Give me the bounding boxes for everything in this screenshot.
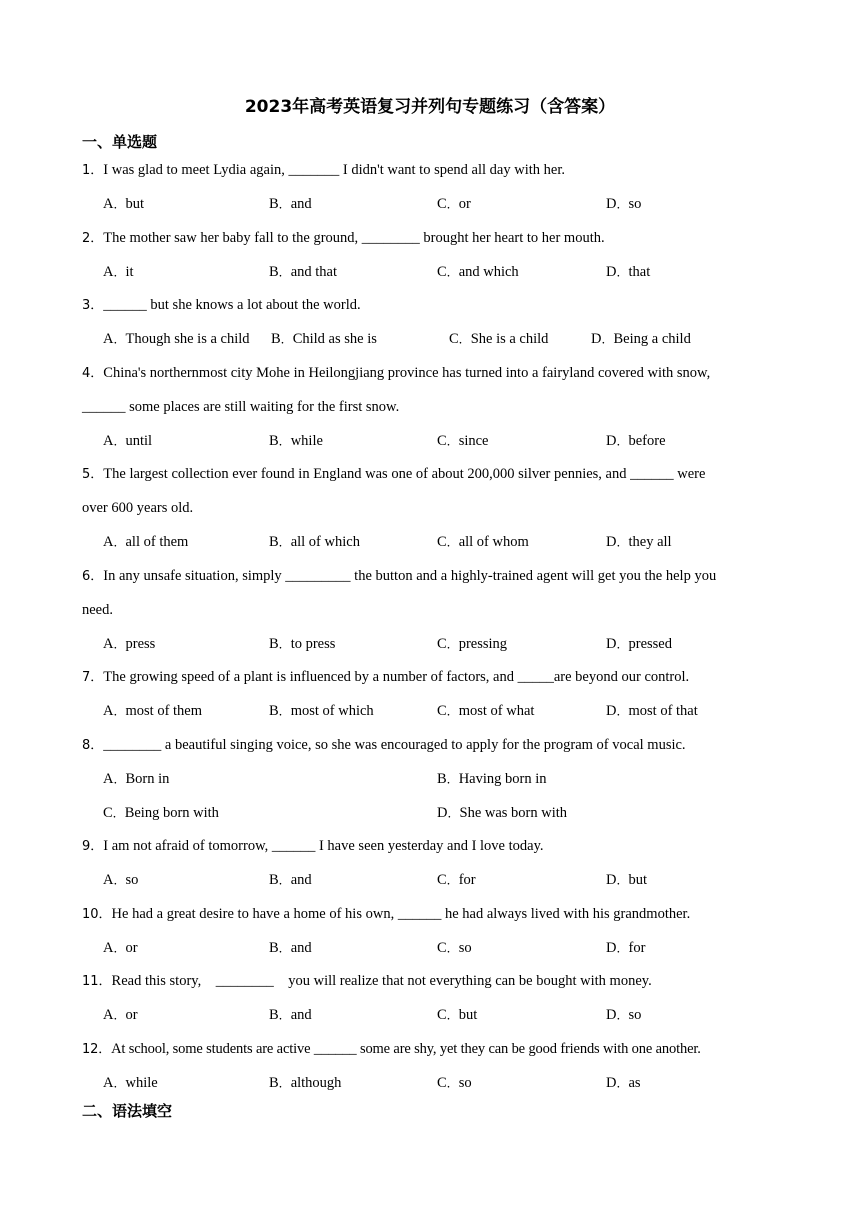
options-q10 bbox=[103, 931, 793, 965]
section-heading-grammar-fill: 二、语法填空 bbox=[82, 1102, 173, 1120]
option-c[interactable]: C．and which bbox=[437, 264, 519, 280]
options-q5 bbox=[103, 525, 793, 559]
option-b[interactable]: B．and bbox=[269, 1007, 312, 1023]
option-b[interactable]: B．and that bbox=[269, 264, 337, 280]
option-c[interactable]: C．pressing bbox=[437, 636, 508, 652]
option-a[interactable]: A．while bbox=[103, 1075, 158, 1091]
option-c[interactable]: C．for bbox=[437, 872, 476, 888]
option-d[interactable]: D．they all bbox=[606, 534, 672, 550]
option-c[interactable]: C．or bbox=[437, 196, 471, 212]
option-c[interactable]: C．so bbox=[437, 940, 472, 956]
option-c[interactable]: C．since bbox=[437, 433, 489, 449]
question-8: 8．________ a beautiful singing voice, so she was encouraged to apply for the program of vocal music. bbox=[82, 737, 686, 753]
options-q2 bbox=[103, 255, 793, 289]
options-q12 bbox=[103, 1066, 793, 1100]
question-5-continued: over 600 years old. bbox=[82, 500, 194, 516]
option-d[interactable]: D．pressed bbox=[606, 636, 672, 652]
option-d[interactable]: D．She was born with bbox=[437, 805, 568, 821]
option-d[interactable]: D．so bbox=[606, 1007, 642, 1023]
option-d[interactable]: D．so bbox=[606, 196, 642, 212]
option-a[interactable]: A．or bbox=[103, 1007, 138, 1023]
option-a[interactable]: A．until bbox=[103, 433, 153, 449]
option-c[interactable]: C．all of whom bbox=[437, 534, 529, 550]
option-a[interactable]: A．but bbox=[103, 196, 145, 212]
option-c[interactable]: C．but bbox=[437, 1007, 478, 1023]
options-q9 bbox=[103, 863, 793, 897]
option-d[interactable]: D．most of that bbox=[606, 703, 698, 719]
option-b[interactable]: B．to press bbox=[269, 636, 336, 652]
option-c[interactable]: C．Being born with bbox=[103, 805, 219, 821]
option-b[interactable]: B．and bbox=[269, 940, 312, 956]
options-q6 bbox=[103, 627, 793, 661]
option-d[interactable]: D．that bbox=[606, 264, 651, 280]
section-heading-multiple-choice: 一、单选题 bbox=[82, 133, 158, 151]
question-2: 2．The mother saw her baby fall to the ground, ________ brought her heart to her mouth. bbox=[82, 230, 605, 246]
question-12: 12．At school, some students are active ______ some are shy, yet they can be good friends with one another. bbox=[82, 1041, 701, 1057]
question-7: 7．The growing speed of a plant is influenced by a number of factors, and _____are beyond our control. bbox=[82, 669, 690, 685]
option-a[interactable]: A．press bbox=[103, 636, 156, 652]
page-title: 2023年高考英语复习并列句专题练习（含答案） bbox=[244, 97, 616, 117]
option-a[interactable]: A．Born in bbox=[103, 771, 170, 787]
question-3: 3．______ but she knows a lot about the world. bbox=[82, 297, 361, 313]
option-b[interactable]: B．all of which bbox=[269, 534, 360, 550]
question-4: 4．China's northernmost city Mohe in Heilongjiang province has turned into a fairyland covered with snow, bbox=[82, 365, 711, 381]
option-b[interactable]: B．Having born in bbox=[437, 771, 547, 787]
option-c[interactable]: C．most of what bbox=[437, 703, 535, 719]
option-d[interactable]: D．but bbox=[606, 872, 648, 888]
option-b[interactable]: B．and bbox=[269, 196, 312, 212]
options-q1 bbox=[103, 187, 793, 221]
option-b[interactable]: B．although bbox=[269, 1075, 342, 1091]
question-1: 1．I was glad to meet Lydia again, _______ I didn't want to spend all day with her. bbox=[82, 162, 565, 178]
option-d[interactable]: D．before bbox=[606, 433, 666, 449]
option-b[interactable]: B．while bbox=[269, 433, 323, 449]
options-q8-row1 bbox=[103, 762, 793, 796]
options-q8-row2 bbox=[103, 796, 793, 830]
question-4-continued: ______ some places are still waiting for the first snow. bbox=[82, 399, 400, 415]
options-q4 bbox=[103, 424, 793, 458]
option-b[interactable]: B．Child as she is bbox=[271, 331, 377, 347]
option-d[interactable]: D．for bbox=[606, 940, 646, 956]
option-d[interactable]: D．as bbox=[606, 1075, 641, 1091]
question-11: 11．Read this story, ________ you will realize that not everything can be bought with money. bbox=[82, 973, 652, 989]
options-q7 bbox=[103, 694, 793, 728]
option-b[interactable]: B．most of which bbox=[269, 703, 374, 719]
option-a[interactable]: A．all of them bbox=[103, 534, 189, 550]
option-a[interactable]: A．most of them bbox=[103, 703, 203, 719]
options-q11 bbox=[103, 998, 793, 1032]
option-a[interactable]: A．Though she is a child bbox=[103, 331, 250, 347]
option-c[interactable]: C．She is a child bbox=[449, 331, 549, 347]
question-6-continued: need. bbox=[82, 602, 113, 618]
option-d[interactable]: D．Being a child bbox=[591, 331, 691, 347]
options-q3 bbox=[103, 322, 793, 356]
option-a[interactable]: A．or bbox=[103, 940, 138, 956]
option-c[interactable]: C．so bbox=[437, 1075, 472, 1091]
question-9: 9．I am not afraid of tomorrow, ______ I have seen yesterday and I love today. bbox=[82, 838, 544, 854]
option-a[interactable]: A．it bbox=[103, 264, 134, 280]
question-5: 5．The largest collection ever found in England was one of about 200,000 silver pennies, and ______ were bbox=[82, 466, 706, 482]
question-6: 6．In any unsafe situation, simply _________ the button and a highly-trained agent will get you the help you bbox=[82, 568, 717, 584]
question-10: 10．He had a great desire to have a home of his own, ______ he had always lived with his grandmother. bbox=[82, 906, 691, 922]
option-b[interactable]: B．and bbox=[269, 872, 312, 888]
option-a[interactable]: A．so bbox=[103, 872, 139, 888]
